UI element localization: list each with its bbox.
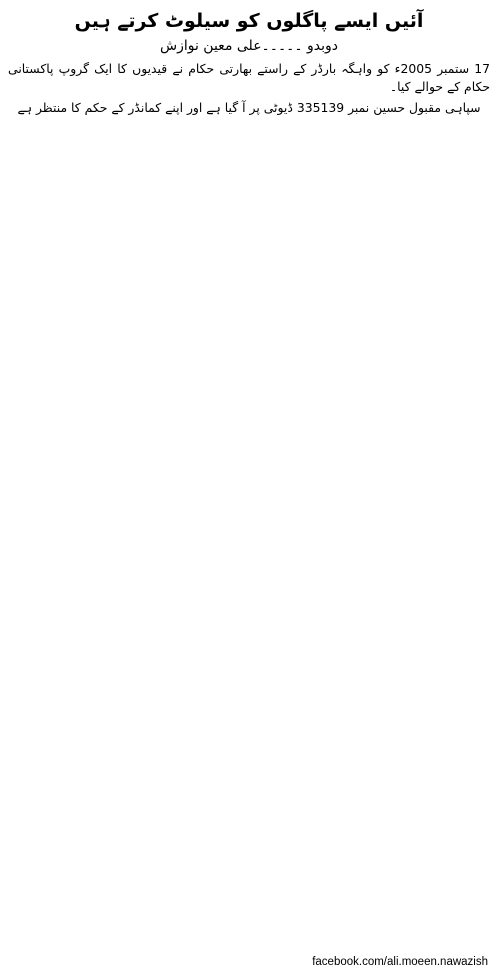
author-facebook-url: facebook.com/ali.moeen.nawazish [312, 956, 488, 968]
paragraph-1: 17 ستمبر 2005ء کو واہگہ بارڈر کے راستے بھارتی حکام نے قیدیوں کا ایک گروپ پاکستانی حکام کے حوالے کیا۔ [8, 61, 490, 94]
article-quote: سپاہی مقبول حسین نمبر 335139 ڈیوٹی پر آ گیا ہے اور اپنے کمانڈر کے حکم کا منتظر ہے [17, 100, 481, 116]
article-headline: آئیں ایسے پاگلوں کو سیلوٹ کرتے ہیں [74, 10, 424, 32]
article-body [8, 60, 490, 940]
article-byline: دوبدو ۔۔۔۔۔علی معین نوازش [159, 38, 339, 54]
